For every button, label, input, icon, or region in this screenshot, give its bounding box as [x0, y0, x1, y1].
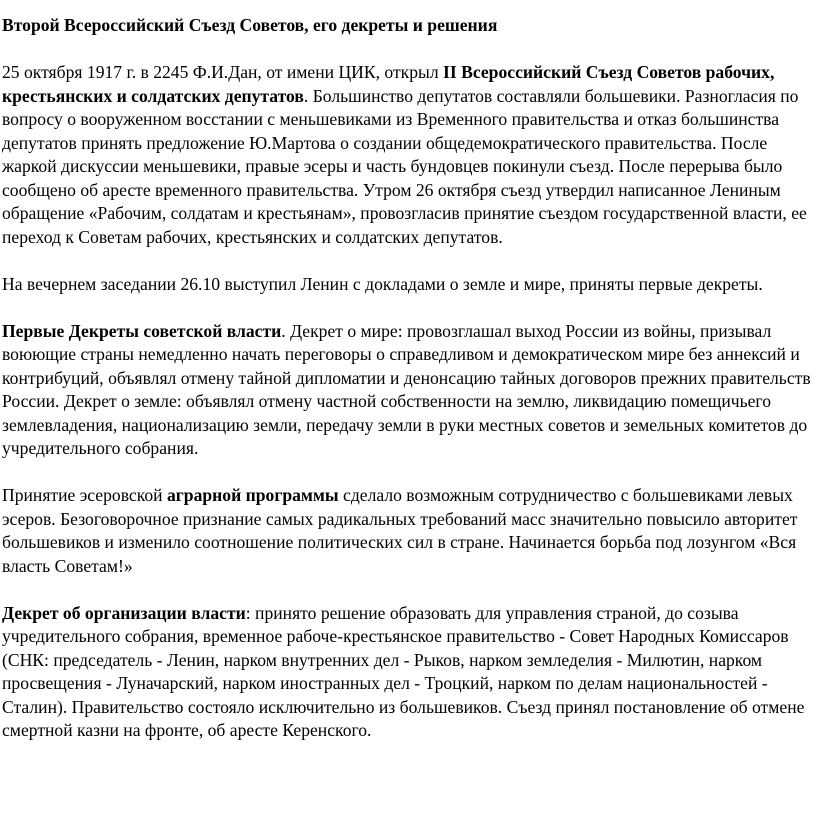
- paragraph-body-text: . Большинство депутатов составляли большевики. Разногласия по вопросу о вооруженном восстании с меньшевиками из Временного правительства и отказ большинства депутатов принять предложение Ю.Мартова о создании общедемократического правительства. После жаркой дискуссии меньшевики, правые эсеры и часть бундовцев покинули съезд. После перерыва было сообщено об аресте временного правительства. Утром 26 октября съезд утвердил написанное Лениным обращение «Рабочим, солдатам и крестьянам», провозгласив принятие съездом государственной власти, ее переход к Советам рабочих, крестьянских и солдатских депутатов.: [2, 85, 807, 247]
- paragraph-body-text: : принято решение образовать для управления страной, до созыва учредительного собрания, временное рабоче-крестьянское правительство - Совет Народных Комиссаров (СНК: председатель - Ленин, нарком внутренних дел - Рыков, нарком земледелия - Милютин, нарком просвещения - Луначарский, нарком иностранных дел - Троцкий, нарком по делам национальностей - Сталин). Правительство состояло исключительно из большевиков. Съезд принял постановление об отмене смертной казни на фронте, об аресте Керенского.: [2, 602, 805, 740]
- government-decree-heading-bold: Декрет об организации власти: [2, 602, 246, 623]
- congress-name-bold: II Всероссийский Съезд Советов рабочих, крестьянских и солдатских депутатов: [2, 62, 775, 106]
- paragraph-evening-session: [2, 273, 816, 297]
- document-body: [2, 14, 816, 766]
- paragraph-government-decree: [2, 602, 816, 743]
- paragraph-lead-text: 25 октября 1917 г. в 2245 Ф.И.Дан, от имени ЦИК, открыл: [2, 62, 444, 82]
- paragraph-body-text: . Декрет о мире: провозглашал выход России из войны, призывал воюющие страны немедленно начать переговоры о справедливом и демократическом мире без аннексий и контрибуций, объявлял отмену тайной дипломатии и денонсацию тайных договоров прежних правительств России. Декрет о земле: объявлял отмену частной собственности на землю, ликвидацию помещичьего землевладения, национализацию земли, передачу земли в руки местных советов и земельных комитетов до учредительного собрания.: [2, 320, 811, 458]
- paragraph-congress-opening: [2, 61, 816, 249]
- document-title: Второй Всероссийский Съезд Советов, его декреты и решения: [2, 15, 498, 35]
- paragraph-first-decrees: [2, 320, 816, 461]
- paragraph-body-text: На вечернем заседании 26.10 выступил Ленин с докладами о земле и мире, приняты первые декреты.: [2, 273, 763, 294]
- paragraph-body-text: сделало возможным сотрудничество с большевиками левых эсеров. Безоговорочное признание самых радикальных требований масс значительно повысило авторитет большевиков и изменило соотношение политических сил в стране. Начинается борьба под лозунгом «Вся власть Советам!»: [2, 485, 798, 576]
- paragraph-agrarian-program: [2, 484, 816, 578]
- agrarian-program-bold: аграрной программы: [167, 485, 339, 505]
- paragraph-lead-text: Принятие эсеровской: [2, 485, 167, 505]
- first-decrees-heading-bold: Первые Декреты советской власти: [2, 320, 282, 341]
